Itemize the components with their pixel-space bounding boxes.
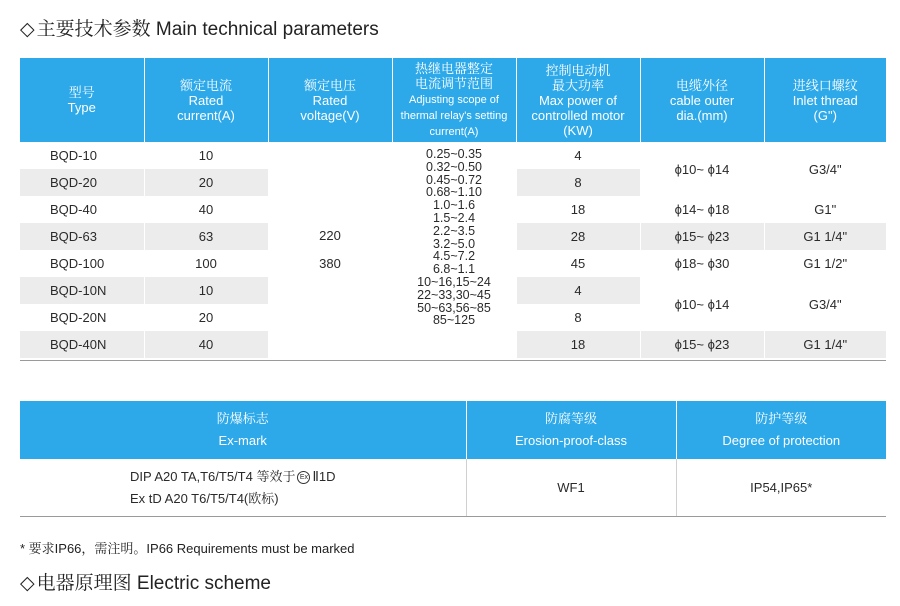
cable-dia-cell: ϕ10~ ϕ14 bbox=[640, 277, 764, 331]
thread-cell: G1 1/4" bbox=[764, 331, 886, 358]
power-cell: 8 bbox=[516, 304, 640, 331]
header-ex-mark: 防爆标志 Ex-mark bbox=[20, 401, 466, 459]
power-cell: 4 bbox=[516, 142, 640, 169]
table-divider bbox=[20, 360, 886, 361]
thread-cell: G3/4" bbox=[764, 277, 886, 331]
ex-symbol-icon: Ex bbox=[297, 471, 310, 484]
table-row bbox=[20, 459, 886, 516]
cable-dia-cell: ϕ18~ ϕ30 bbox=[640, 250, 764, 277]
current-cell: 40 bbox=[144, 331, 268, 358]
type-cell: BQD-10 bbox=[50, 148, 97, 163]
header-rated-current: 额定电流 Rated current(A) bbox=[144, 58, 268, 142]
protection-degree-cell: IP54,IP65* bbox=[676, 459, 886, 516]
section-heading-electric-scheme bbox=[20, 574, 271, 593]
current-cell: 20 bbox=[144, 169, 268, 196]
table-header-row bbox=[20, 58, 886, 142]
current-cell: 10 bbox=[144, 277, 268, 304]
cable-dia-cell: ϕ15~ ϕ23 bbox=[640, 331, 764, 358]
current-cell: 63 bbox=[144, 223, 268, 250]
heading-text: 主要技术参数 Main technical parameters bbox=[36, 19, 379, 40]
power-cell: 4 bbox=[516, 277, 640, 304]
main-parameters-table bbox=[20, 58, 886, 358]
ex-mark-table bbox=[20, 401, 886, 516]
type-cell: BQD-63 bbox=[20, 223, 144, 250]
header-protection-degree: 防护等级 Degree of protection bbox=[676, 401, 886, 459]
section-heading-main-parameters bbox=[20, 20, 379, 39]
thread-cell: G1" bbox=[764, 196, 886, 223]
footnote: * 要求IP66，需注明。IP66 Requirements must be marked bbox=[20, 541, 355, 556]
diamond-icon: ◇ bbox=[20, 573, 35, 594]
adjusting-scope-cell: 0.25~0.35 0.32~0.50 0.45~0.72 0.68~1.10 1.0~1.6 1.5~2.4 2.2~3.5 3.2~5.0 4.5~7.2 6.8~1.1 10~16,15~24 22~33,30~45 50~63,56~85 85~125 bbox=[392, 142, 516, 358]
table-header-row bbox=[20, 401, 886, 459]
cable-dia-cell: ϕ14~ ϕ18 bbox=[640, 196, 764, 223]
current-cell: 40 bbox=[144, 196, 268, 223]
type-cell: BQD-100 bbox=[50, 256, 105, 271]
thread-cell: G1 1/4" bbox=[764, 223, 886, 250]
table-divider bbox=[20, 516, 886, 517]
diamond-icon: ◇ bbox=[20, 19, 35, 40]
power-cell: 45 bbox=[516, 250, 640, 277]
header-rated-voltage: 额定电压 Rated voltage(V) bbox=[268, 58, 392, 142]
type-cell: BQD-20N bbox=[50, 310, 107, 325]
cable-dia-cell: ϕ10~ ϕ14 bbox=[640, 142, 764, 196]
header-inlet-thread: 进线口螺纹 Inlet thread (G") bbox=[764, 58, 886, 142]
type-cell: BQD-40 bbox=[50, 202, 97, 217]
header-erosion-class: 防腐等级 Erosion-proof-class bbox=[466, 401, 676, 459]
current-cell: 20 bbox=[144, 304, 268, 331]
table-row bbox=[20, 142, 886, 169]
header-adjusting-scope: 热继电器整定 电流调节范围 Adjusting scope of thermal relay's setting current(A) bbox=[392, 58, 516, 142]
current-cell: 10 bbox=[144, 142, 268, 169]
voltage-cell: 220 380 bbox=[268, 142, 392, 358]
erosion-class-cell: WF1 bbox=[466, 459, 676, 516]
thread-cell: G3/4" bbox=[764, 142, 886, 196]
header-max-power: 控制电动机 最大功率 Max power of controlled motor (KW) bbox=[516, 58, 640, 142]
type-cell: BQD-20 bbox=[20, 169, 144, 196]
type-cell: BQD-40N bbox=[20, 331, 144, 358]
power-cell: 8 bbox=[516, 169, 640, 196]
thread-cell: G1 1/2" bbox=[764, 250, 886, 277]
power-cell: 18 bbox=[516, 331, 640, 358]
power-cell: 18 bbox=[516, 196, 640, 223]
header-cable-dia: 电缆外径 cable outer dia.(mm) bbox=[640, 58, 764, 142]
cable-dia-cell: ϕ15~ ϕ23 bbox=[640, 223, 764, 250]
heading-text: 电器原理图 Electric scheme bbox=[36, 573, 271, 594]
type-cell: BQD-10N bbox=[20, 277, 144, 304]
power-cell: 28 bbox=[516, 223, 640, 250]
header-type: 型号 Type bbox=[20, 58, 144, 142]
current-cell: 100 bbox=[144, 250, 268, 277]
ex-mark-cell: DIP A20 TA,T6/T5/T4 等效于 Ex Ⅱ1D Ex tD A20 T6/T5/T4(欧标) bbox=[130, 468, 336, 506]
